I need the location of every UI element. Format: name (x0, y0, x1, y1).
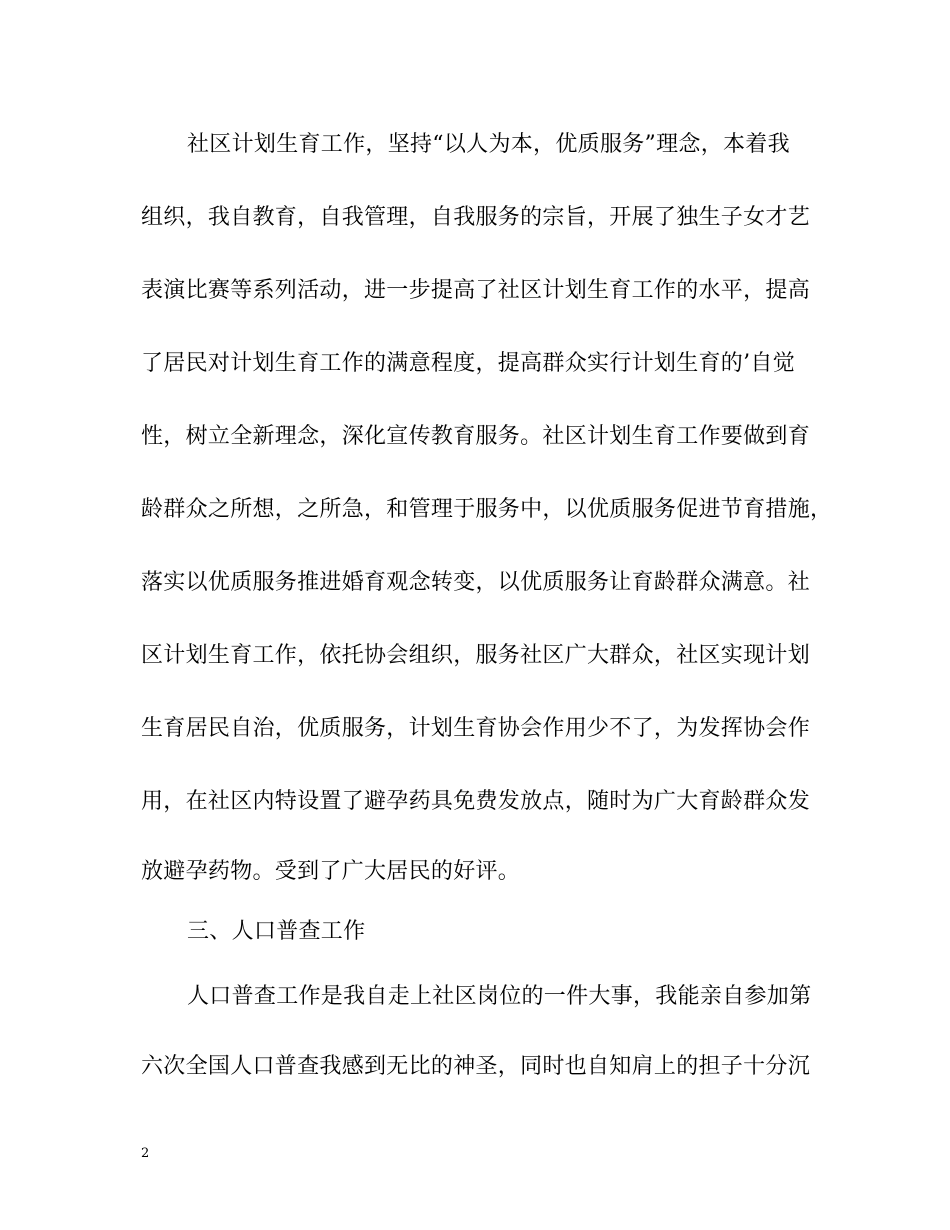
paragraph-line: 了居民对计划生育工作的满意程度，提高群众实行计划生育的’自觉 (141, 351, 795, 376)
paragraph-line: 性，树立全新理念，深化宣传教育服务。社区计划生育工作要做到育 (141, 424, 811, 449)
paragraph-line: 龄群众之所想，之所急，和管理于服务中，以优质服务促进节育措施， (141, 497, 833, 522)
paragraph-line: 用，在社区内特设置了避孕药具免费发放点，随时为广大育龄群众发 (141, 789, 811, 814)
paragraph-line: 落实以优质服务推进婚育观念转变，以优质服务让育龄群众满意。社 (141, 570, 811, 595)
paragraph-line: 区计划生育工作，依托协会组织，服务社区广大群众，社区实现计划 (141, 643, 811, 668)
paragraph-line: 表演比赛等系列活动，进一步提高了社区计划生育工作的水平，提高 (141, 278, 811, 303)
paragraph-line: 组织，我自教育，自我管理，自我服务的宗旨，开展了独生子女才艺 (141, 205, 811, 230)
paragraph-line: 六次全国人口普查我感到无比的神圣，同时也自知肩上的担子十分沉 (141, 1054, 811, 1079)
paragraph-line: 放避孕药物。受到了广大居民的好评。 (141, 859, 521, 884)
paragraph-line: 生育居民自治，优质服务，计划生育协会作用少不了，为发挥协会作 (141, 716, 811, 741)
section-heading: 三、人口普查工作 (187, 919, 366, 944)
paragraph-line: 社区计划生育工作，坚持“以人为本，优质服务”理念，本着我 (187, 132, 790, 157)
paragraph-line: 人口普查工作是我自走上社区岗位的一件大事，我能亲自参加第 (187, 984, 812, 1009)
page-number: 2 (141, 1146, 150, 1161)
